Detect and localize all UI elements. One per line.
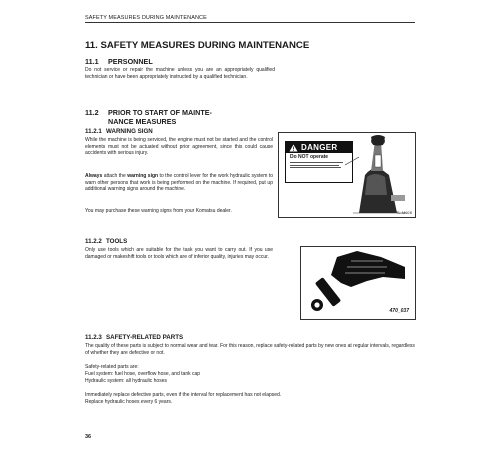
- control-lever-icon: [345, 135, 415, 217]
- p2-rest: to the control lever for the work hydraulic system to warn other persons that work is being performed on the machine. If required, put up additional warning signs around the machine.: [85, 173, 273, 193]
- section-11-2-heading: [85, 108, 212, 126]
- section-number: 11.1: [85, 57, 99, 66]
- warning-sign-figure: [278, 132, 416, 218]
- figure-code: TL-M028: [395, 210, 412, 215]
- safety-parts-p3: Fuel system: fuel hose, overflow hose, and tank cap: [85, 371, 201, 377]
- section-title-line2: NANCE MEASURES: [108, 117, 177, 126]
- safety-parts-p6: Replace hydraulic hoses every 6 years.: [85, 399, 173, 405]
- tools-figure: [300, 246, 416, 320]
- always-bold: Always: [85, 173, 103, 179]
- section-title: SAFETY-RELATED PARTS: [106, 334, 184, 341]
- danger-sign: [285, 141, 353, 183]
- warning-sign-p2: [85, 173, 273, 193]
- section-number: 11.2.3: [85, 334, 102, 341]
- section-title: TOOLS: [106, 238, 128, 245]
- header-rule: [85, 22, 415, 23]
- tools-text: Only use tools which are suitable for the task you want to carry out. If you use damaged or makeshift tools or tools which are of inferior quality, injuries may occur.: [85, 247, 273, 260]
- personnel-text: Do not service or repair the machine unless you are an appropriately qualified technician or have been appropriately instructed by a qualified technician.: [85, 67, 275, 80]
- danger-fine-print: [286, 160, 352, 171]
- safety-parts-p2: Safety-related parts are:: [85, 364, 139, 370]
- warning-sign-p1: While the machine is being serviced, the engine must not be started and the control elements must not be actuated without prior agreement, since this could cause accidents with serious injury.: [85, 137, 273, 157]
- section-11-2-2-heading: [85, 238, 127, 245]
- section-number: 11.2.1: [85, 128, 102, 135]
- danger-subtitle: Do NOT operate: [290, 154, 329, 160]
- danger-band: [286, 142, 352, 153]
- warning-sign-bold: warning sign: [127, 173, 159, 179]
- safety-parts-p4: Hydraulic system: all hydraulic hoses: [85, 378, 167, 384]
- section-11-2-3-heading: [85, 334, 183, 341]
- safety-parts-p5: Immediately replace defective parts, even if the interval for replacement has not elapsed.: [85, 392, 282, 398]
- chapter-title: 11. SAFETY MEASURES DURING MAINTENANCE: [85, 40, 310, 51]
- section-title: WARNING SIGN: [106, 128, 153, 135]
- page-number: 36: [85, 434, 92, 440]
- section-number: 11.2.2: [85, 238, 102, 245]
- figure-code: 470_037: [389, 308, 409, 314]
- section-title-line1: PRIOR TO START OF MAINTE-: [108, 108, 212, 117]
- running-header: SAFETY MEASURES DURING MAINTENANCE: [85, 15, 207, 21]
- p2-mid: attach the: [102, 173, 128, 179]
- safety-parts-p1: The quality of these parts is subject to normal wear and tear. For this reason, replace safety-related parts by new ones at regular intervals, regardless of whether they are defective or not.: [85, 343, 415, 356]
- danger-word: DANGER: [301, 143, 338, 152]
- section-title: PERSONNEL: [108, 57, 153, 66]
- warning-triangle-icon: [289, 144, 298, 152]
- section-11-2-1-heading: [85, 128, 153, 135]
- section-11-1-heading: [85, 57, 153, 66]
- warning-sign-p3: You may purchase these warning signs from your Komatsu dealer.: [85, 208, 232, 214]
- section-number: 11.2: [85, 108, 99, 117]
